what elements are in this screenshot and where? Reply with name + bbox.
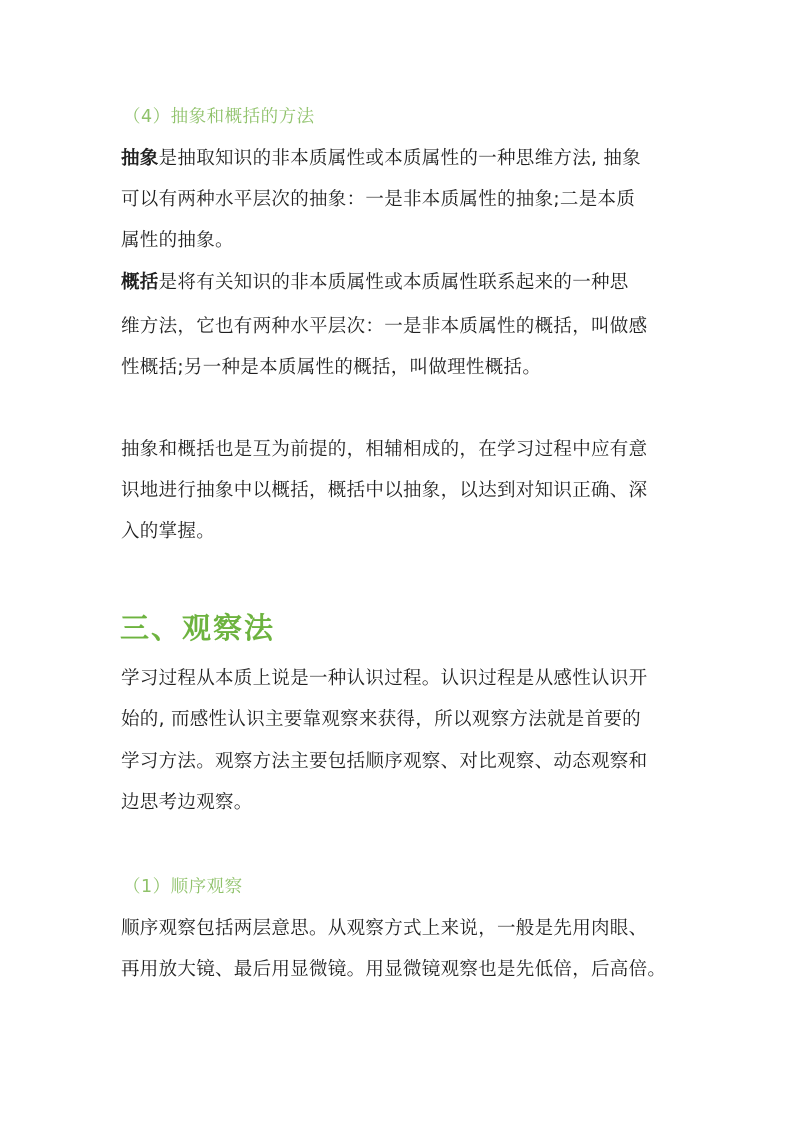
paragraph-line: 属性的抽象。 (121, 230, 234, 251)
paragraph-line: 入的掌握。 (121, 521, 216, 542)
paragraph-text: 是抽取知识的非本质属性或本质属性的一种思维方法, 抽象 (158, 148, 641, 169)
term-generalization: 概括 (121, 272, 159, 293)
paragraph-line: 维方法，它也有两种水平层次：一是非本质属性的概括，叫做感 (121, 316, 648, 337)
paragraph-line: 识地进行抽象中以概括，概括中以抽象，以达到对知识正确、深 (121, 480, 648, 501)
paragraph-line (121, 147, 681, 171)
subheading-abstraction-generalization: （4）抽象和概括的方法 (123, 107, 315, 127)
paragraph-line: 边思考边观察。 (121, 792, 253, 813)
paragraph-line: 顺序观察包括两层意思。从观察方式上来说，一般是先用肉眼、 (121, 918, 648, 939)
paragraph-line: 性概括;另一种是本质属性的概括，叫做理性概括。 (121, 357, 542, 378)
section-title-observation: 三、观察法 (120, 611, 276, 645)
paragraph-line: 再用放大镜、最后用显微镜。用显微镜观察也是先低倍，后高倍。 (121, 959, 667, 980)
paragraph-line: 抽象和概括也是互为前提的，相辅相成的，在学习过程中应有意 (121, 439, 648, 460)
paragraph-text: 是将有关知识的非本质属性或本质属性联系起来的一种思 (158, 272, 629, 293)
paragraph-line (121, 271, 681, 295)
paragraph-line: 始的, 而感性认识主要靠观察来获得，所以观察方法就是首要的 (121, 709, 641, 730)
paragraph-line: 学习过程从本质上说是一种认识过程。认识过程是从感性认识开 (121, 668, 648, 689)
term-abstraction: 抽象 (121, 148, 159, 169)
paragraph-line: 可以有两种水平层次的抽象：一是非本质属性的抽象;二是本质 (121, 189, 636, 210)
subheading-sequential-observation: （1）顺序观察 (123, 877, 243, 897)
paragraph-line: 学习方法。观察方法主要包括顺序观察、对比观察、动态观察和 (121, 751, 648, 772)
